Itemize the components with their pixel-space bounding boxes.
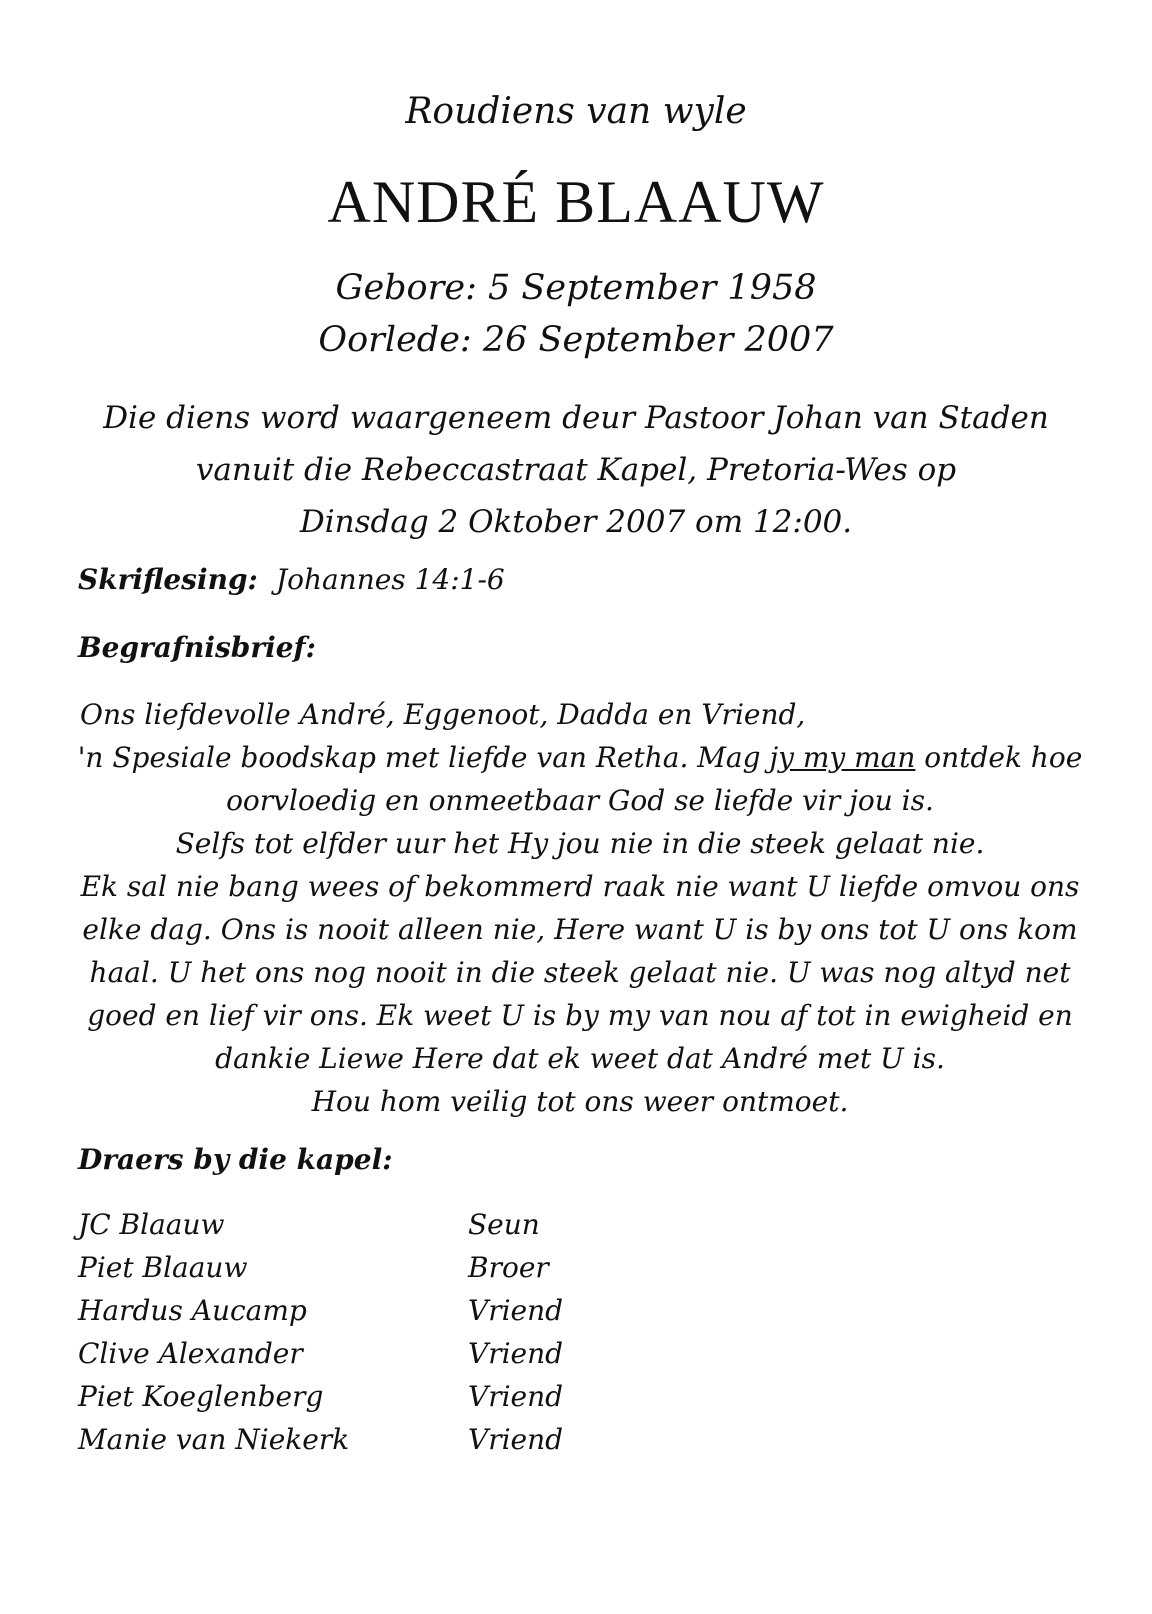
- bearer-row: [78, 1203, 668, 1246]
- scripture-label: Skriflesing:: [78, 563, 258, 596]
- bearer-name: JC Blaauw: [78, 1208, 225, 1241]
- letter-line-2-end: ontdek hoe: [915, 741, 1083, 774]
- bearer-relation: Seun: [468, 1208, 540, 1241]
- letter-label: Begrafnisbrief:: [78, 631, 316, 664]
- bearer-name: Clive Alexander: [78, 1337, 303, 1370]
- bearer-name: Piet Koeglenberg: [78, 1380, 324, 1413]
- bearers-label-section: [78, 1140, 393, 1180]
- letter-line-3: oorvloedig en onmeetbaar God se liefde vir jou is.: [226, 784, 934, 817]
- funeral-letter: [60, 693, 1100, 1123]
- service-line-1: Die diens word waargeneem deur Pastoor Johan van Staden: [103, 400, 1049, 436]
- letter-line-5: Ek sal nie bang wees of bekommerd raak nie want U liefde omvou ons: [80, 870, 1080, 903]
- service-line-2: vanuit die Rebeccastraat Kapel, Pretoria-Wes op: [195, 452, 957, 488]
- letter-line-10: Hou hom veilig tot ons weer ontmoet.: [311, 1085, 849, 1118]
- bearer-row: [78, 1332, 668, 1375]
- scripture-section: [78, 560, 505, 600]
- bearer-relation: Vriend: [468, 1294, 564, 1327]
- letter-line-4: Selfs tot elfder uur het Hy jou nie in die steek gelaat nie.: [175, 827, 985, 860]
- letter-line-6: elke dag. Ons is nooit alleen nie, Here want U is by ons tot U ons kom: [82, 913, 1078, 946]
- bearer-relation: Broer: [468, 1251, 549, 1284]
- scripture-reference: Johannes 14:1-6: [275, 563, 505, 596]
- dates-block: [0, 262, 1152, 366]
- letter-line-7: haal. U het ons nog nooit in die steek gelaat nie. U was nog altyd net: [89, 956, 1071, 989]
- intro-heading: Roudiens van wyle: [405, 91, 747, 132]
- bearers-label: Draers by die kapel:: [78, 1143, 393, 1176]
- bearer-row: [78, 1246, 668, 1289]
- letter-line-1: Ons liefdevolle André, Eggenoot, Dadda en Vriend,: [80, 698, 806, 731]
- letter-line-2-start: 'n Spesiale boodskap met liefde van Retha. Mag: [77, 741, 770, 774]
- letter-underlined-phrase: jy my man: [769, 741, 916, 774]
- letter-label-section: [78, 628, 316, 668]
- bearer-relation: Vriend: [468, 1337, 564, 1370]
- bearer-name: Hardus Aucamp: [78, 1294, 307, 1327]
- bearer-name: Manie van Niekerk: [78, 1423, 350, 1456]
- letter-line-8: goed en lief vir ons. Ek weet U is by my van nou af tot in ewigheid en: [87, 999, 1073, 1032]
- bearer-row: [78, 1418, 668, 1461]
- bearers-list: [78, 1203, 668, 1461]
- deceased-name: ANDRÉ BLAAUW: [327, 169, 825, 235]
- birth-date: Gebore: 5 September 1958: [335, 268, 817, 308]
- letter-line-9: dankie Liewe Here dat ek weet dat André met U is.: [215, 1042, 945, 1075]
- bearer-name: Piet Blaauw: [78, 1251, 248, 1284]
- bearer-row: [78, 1289, 668, 1332]
- bearer-relation: Vriend: [468, 1380, 564, 1413]
- letter-line-2: [60, 736, 1100, 779]
- service-line-3: Dinsdag 2 Oktober 2007 om 12:00.: [299, 504, 853, 540]
- service-details: [0, 392, 1152, 548]
- bearer-row: [78, 1375, 668, 1418]
- bearer-relation: Vriend: [468, 1423, 564, 1456]
- death-date: Oorlede: 26 September 2007: [318, 320, 834, 360]
